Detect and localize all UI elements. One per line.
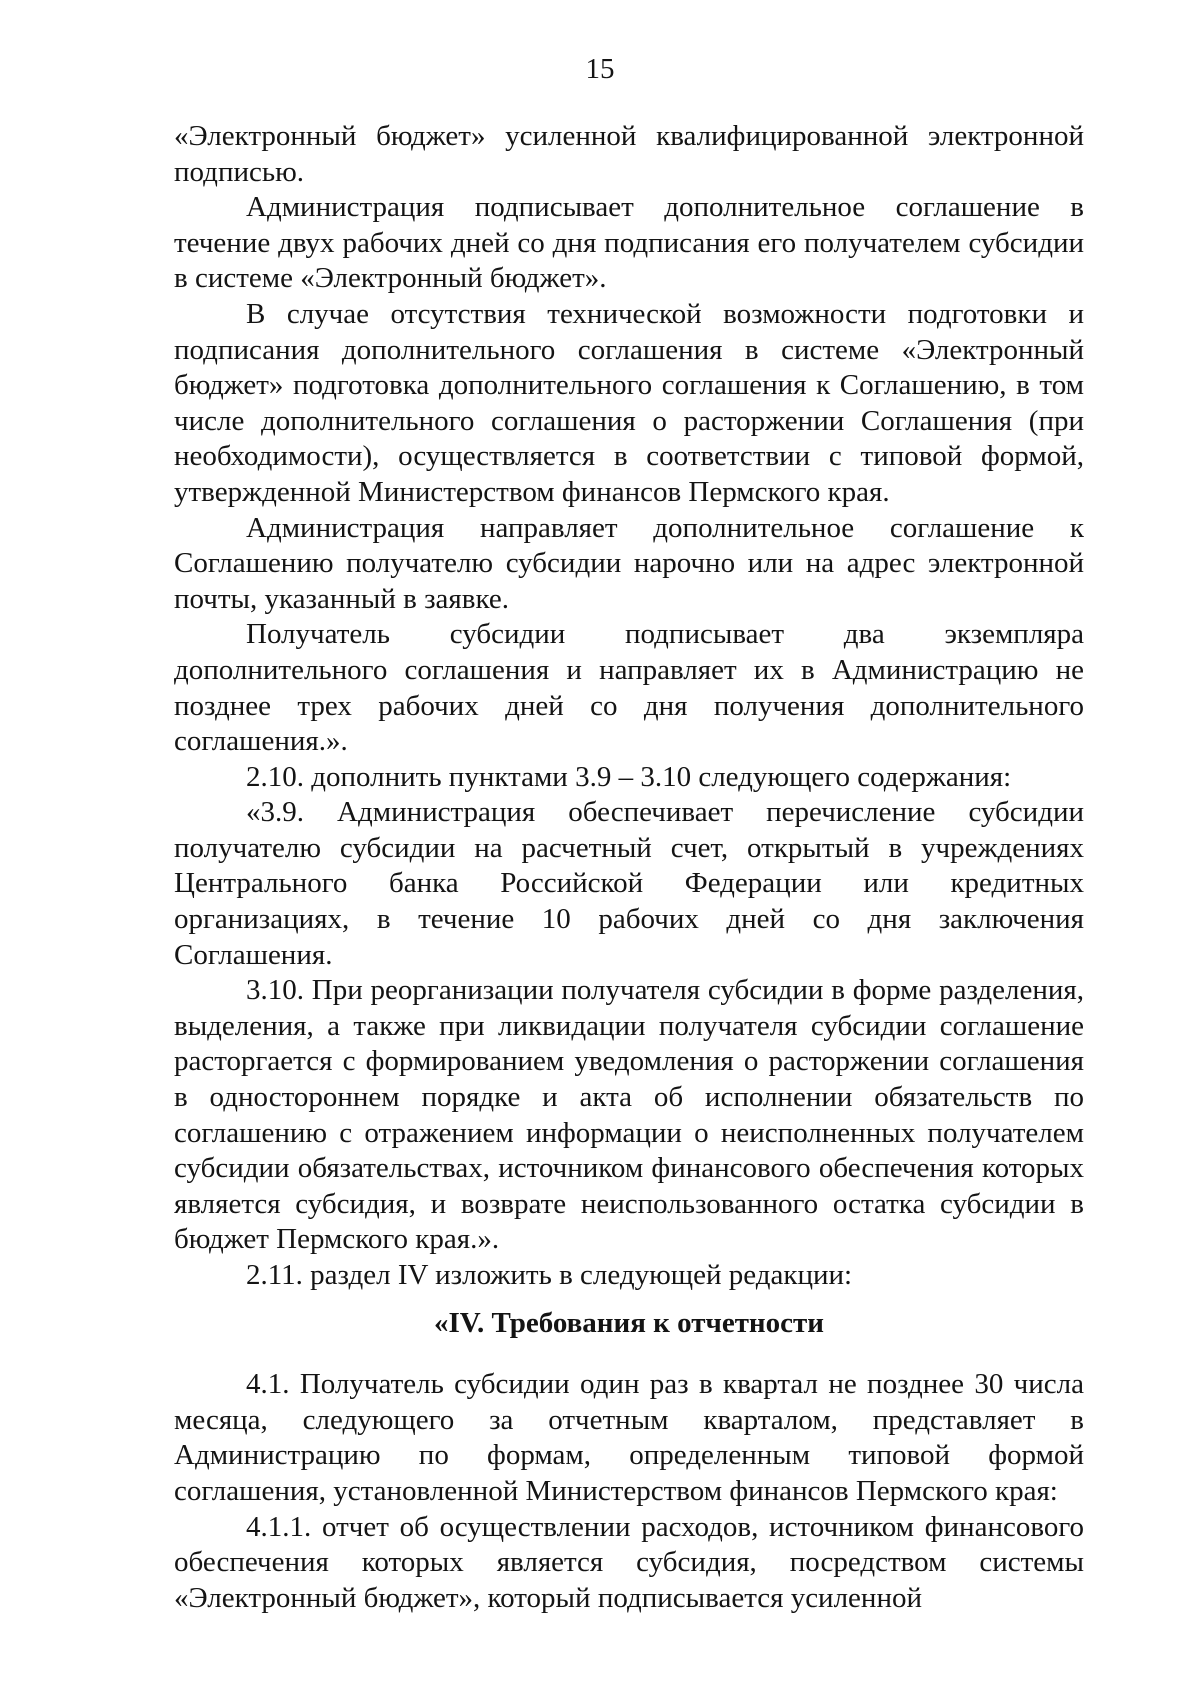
paragraph-recipient-signs: Получатель субсидии подписывает два экземпляра дополнительного соглашения и направляет их в Администрацию не позднее трех рабочих дней со дня получения дополнительного соглашения.». [174,618,1084,758]
paragraph-item-3-9: «3.9. Администрация обеспечивает перечисление субсидии получателю субсидии на расчетный счет, открытый в учреждениях Центрального банка Российской Федерации или кредитных организациях, в течение 10 рабочих дней со дня заключения Соглашения. [174,796,1084,971]
paragraph-item-4-1: 4.1. Получатель субсидии один раз в квартал не позднее 30 числа месяца, следующего за отчетным кварталом, представляет в Администрацию по формам, определенным типовой формой соглашения, установленной Министерством финансов Пермского края: [174,1368,1084,1507]
paragraph-item-4-1-1: 4.1.1. отчет об осуществлении расходов, источником финансового обеспечения которых является субсидия, посредством системы «Электронный бюджет», который подписывается усиленной [174,1510,1084,1614]
paragraph-item-3-10: 3.10. При реорганизации получателя субсидии в форме разделения, выделения, а также при ликвидации получателя субсидии соглашение расторгается с формированием уведомления о расторжении соглашения в одностороннем порядке и акта об исполнении обязательств по соглашению с отражением информации о неисполненных получателем субсидии обязательствах, источником финансового обеспечения которых является субсидия, и возврате неиспользованного остатка субсидии в бюджет Пермского края.». [174,974,1084,1256]
paragraph-continuation: «Электронный бюджет» усиленной квалифицированной электронной подписью. [174,120,1084,188]
document-body [174,119,1084,1616]
paragraph-no-technical-possibility: В случае отсутствия технической возможности подготовки и подписания дополнительного соглашения в системе «Электронный бюджет» подготовка дополнительного соглашения к Соглашению, в том числе дополнительного соглашения о расторжении Соглашения (при необходимости), осуществляется в соответствии с типовой формой, утвержденной Министерством финансов Пермского края. [174,297,1084,508]
page-number: 15 [585,53,615,85]
paragraph-administration-sends: Администрация направляет дополнительное соглашение к Соглашению получателю субсидии нарочно или на адрес электронной почты, указанный в заявке. [174,511,1084,615]
paragraph-item-2-10: 2.10. дополнить пунктами 3.9 – 3.10 следующего содержания: [246,760,1012,793]
paragraph-item-2-11: 2.11. раздел IV изложить в следующей редакции: [246,1259,853,1291]
section-heading: «IV. Требования к отчетности [434,1306,824,1339]
paragraph-administration-signs: Администрация подписывает дополнительное соглашение в течение двух рабочих дней со дня подписания его получателем субсидии в системе «Электронный бюджет». [174,191,1084,295]
